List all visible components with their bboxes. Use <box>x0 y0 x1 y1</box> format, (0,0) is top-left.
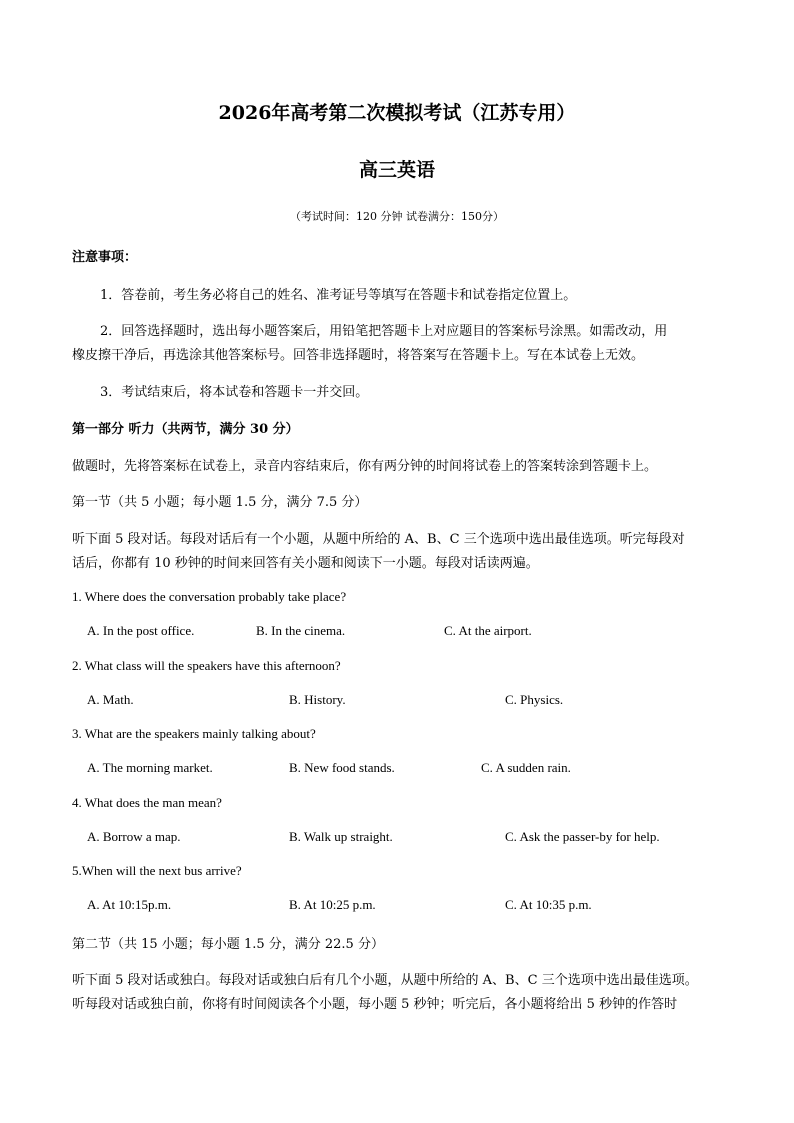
notice-item-1: 1．答卷前，考生务必将自己的姓名、准考证号等填写在答题卡和试卷指定位置上。 <box>100 288 577 303</box>
part1-heading: 第一部分 听力（共两节，满分 30 分） <box>72 422 299 437</box>
notice-heading: 注意事项： <box>72 250 138 265</box>
question-4-option-c: C. Ask the passer-by for help. <box>505 829 660 844</box>
question-1-option-a: A. In the post office. <box>87 623 195 638</box>
section1-heading: 第一节（共 5 小题；每小题 1.5 分，满分 7.5 分） <box>72 495 368 510</box>
exam-title: 2026年高考第二次模拟考试（江苏专用） <box>218 102 576 124</box>
question-5-option-a: A. At 10:15p.m. <box>87 897 172 912</box>
question-1-option-c: C. At the airport. <box>444 623 532 638</box>
question-1-option-b: B. In the cinema. <box>256 623 346 638</box>
notice-item-3: 3．考试结束后，将本试卷和答题卡一并交回。 <box>100 385 369 400</box>
question-4-option-b: B. Walk up straight. <box>289 829 393 844</box>
part1-intro: 做题时，先将答案标在试卷上，录音内容结束后，你有两分钟的时间将试卷上的答案转涂到答题卡上。 <box>72 459 658 474</box>
question-2-option-c: C. Physics. <box>505 692 564 707</box>
section2-directions-line2: 听每段对话或独白前，你将有时间阅读各个小题，每小题 5 秒钟；听完后，各小题将给出 5 秒钟的作答时 <box>72 997 678 1012</box>
section2-heading: 第二节（共 15 小题；每小题 1.5 分，满分 22.5 分） <box>72 937 384 952</box>
exam-info: （考试时间：120 分钟 试卷满分：150分） <box>290 210 504 223</box>
question-5-option-c: C. At 10:35 p.m. <box>505 897 592 912</box>
question-4-stem: 4. What does the man mean? <box>72 795 222 810</box>
question-2-option-a: A. Math. <box>87 692 134 707</box>
subject-title: 高三英语 <box>358 159 435 181</box>
question-3-stem: 3. What are the speakers mainly talking about? <box>72 726 316 741</box>
section1-directions-line2: 话后，你都有 10 秒钟的时间来回答有关小题和阅读下一小题。每段对话读两遍。 <box>72 556 539 571</box>
notice-item-2: 2．回答选择题时，选出每小题答案后，用铅笔把答题卡上对应题目的答案标号涂黑。如需改动，用 <box>100 324 668 339</box>
question-3-option-a: A. The morning market. <box>87 760 213 775</box>
section1-directions-line1: 听下面 5 段对话。每段对话后有一个小题，从题中所给的 A、B、C 三个选项中选出最佳选项。听完每段对 <box>72 532 685 547</box>
question-5-option-b: B. At 10:25 p.m. <box>289 897 376 912</box>
question-3-option-c: C. A sudden rain. <box>481 760 571 775</box>
question-3-option-b: B. New food stands. <box>289 760 395 775</box>
question-1-stem: 1. Where does the conversation probably take place? <box>72 589 347 604</box>
question-4-option-a: A. Borrow a map. <box>87 829 181 844</box>
section2-directions-line1: 听下面 5 段对话或独白。每段对话或独白后有几个小题，从题中所给的 A、B、C 三个选项中选出最佳选项。 <box>72 973 698 988</box>
question-2-stem: 2. What class will the speakers have this afternoon? <box>72 658 341 673</box>
notice-item-2-cont: 橡皮擦干净后，再选涂其他答案标号。回答非选择题时，将答案写在答题卡上。写在本试卷上无效。 <box>72 348 645 363</box>
question-2-option-b: B. History. <box>289 692 346 707</box>
question-5-stem: 5.When will the next bus arrive? <box>72 863 242 878</box>
